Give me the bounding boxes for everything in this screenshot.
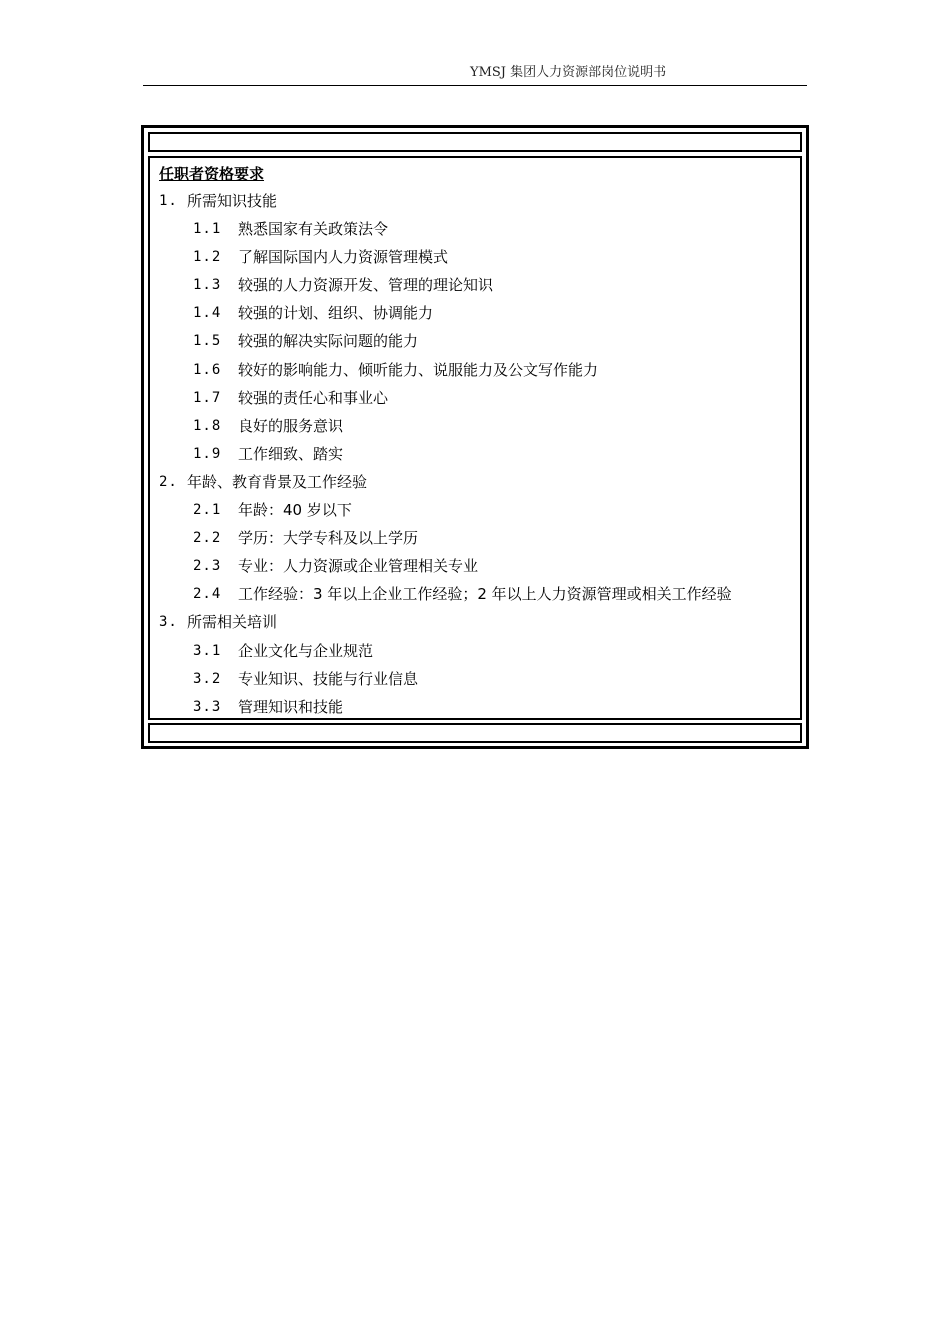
requirement-list bbox=[150, 191, 800, 725]
item-number: 2. bbox=[159, 473, 178, 490]
item-text: 熟悉国家有关政策法令 bbox=[238, 220, 389, 239]
requirement-item bbox=[150, 500, 800, 528]
item-text: 工作经验：3 年以上企业工作经验；2 年以上人力资源管理或相关工作经验 bbox=[238, 585, 732, 604]
requirement-item bbox=[150, 641, 800, 669]
item-text: 良好的服务意识 bbox=[238, 416, 344, 435]
requirement-item bbox=[150, 584, 800, 612]
item-text: 专业知识、技能与行业信息 bbox=[238, 669, 419, 688]
qualification-section bbox=[148, 156, 802, 720]
requirement-item bbox=[150, 219, 800, 247]
item-text: 所需相关培训 bbox=[187, 613, 278, 632]
requirement-item bbox=[150, 331, 800, 359]
table-top-band bbox=[148, 132, 802, 152]
requirement-item bbox=[150, 556, 800, 584]
item-number: 1.1 bbox=[193, 221, 222, 238]
item-number: 1.9 bbox=[193, 445, 222, 462]
requirement-heading bbox=[150, 612, 800, 640]
item-text: 所需知识技能 bbox=[187, 192, 278, 210]
item-number: 3. bbox=[159, 614, 178, 631]
item-number: 2.1 bbox=[193, 502, 222, 519]
requirement-item bbox=[150, 669, 800, 697]
item-text: 专业：人力资源或企业管理相关专业 bbox=[238, 557, 479, 576]
item-text: 年龄：40 岁以下 bbox=[238, 501, 352, 520]
table-bottom-band bbox=[148, 723, 802, 743]
requirement-item bbox=[150, 303, 800, 331]
item-number: 3.1 bbox=[193, 642, 222, 659]
item-number: 2.4 bbox=[193, 586, 222, 603]
item-number: 1.4 bbox=[193, 305, 222, 322]
item-number: 1.6 bbox=[193, 361, 222, 378]
item-number: 3.3 bbox=[193, 698, 222, 715]
item-text: 管理知识和技能 bbox=[238, 697, 344, 716]
item-text: 较强的计划、组织、协调能力 bbox=[238, 304, 434, 323]
item-number: 3.2 bbox=[193, 670, 222, 687]
item-number: 1.2 bbox=[193, 249, 222, 266]
qualification-table bbox=[141, 125, 809, 749]
item-text: 工作细致、踏实 bbox=[238, 444, 344, 463]
requirement-heading bbox=[150, 472, 800, 500]
item-number: 1.8 bbox=[193, 417, 222, 434]
item-text: 企业文化与企业规范 bbox=[238, 641, 374, 660]
item-text: 较强的人力资源开发、管理的理论知识 bbox=[238, 276, 494, 295]
item-text: 较强的解决实际问题的能力 bbox=[238, 332, 419, 351]
item-number: 2.2 bbox=[193, 530, 222, 547]
requirement-heading bbox=[150, 191, 800, 219]
requirement-item bbox=[150, 528, 800, 556]
item-text: 较强的责任心和事业心 bbox=[238, 388, 389, 407]
item-number: 1.5 bbox=[193, 333, 222, 350]
requirement-item bbox=[150, 697, 800, 725]
item-text: 较好的影响能力、倾听能力、说服能力及公文写作能力 bbox=[238, 360, 599, 379]
item-number: 1. bbox=[159, 193, 178, 209]
requirement-item bbox=[150, 388, 800, 416]
item-number: 1.3 bbox=[193, 277, 222, 294]
requirement-item bbox=[150, 247, 800, 275]
header-divider bbox=[143, 85, 807, 86]
document-header-title: YMSJ 集团人力资源部岗位说明书 bbox=[470, 65, 667, 80]
item-number: 2.3 bbox=[193, 558, 222, 575]
requirement-item bbox=[150, 416, 800, 444]
item-text: 年龄、教育背景及工作经验 bbox=[187, 472, 368, 491]
requirement-item bbox=[150, 275, 800, 303]
item-text: 学历：大学专科及以上学历 bbox=[238, 529, 419, 548]
item-number: 1.7 bbox=[193, 389, 222, 406]
item-text: 了解国际国内人力资源管理模式 bbox=[238, 248, 449, 267]
requirement-item bbox=[150, 360, 800, 388]
requirement-item bbox=[150, 444, 800, 472]
section-title: 任职者资格要求 bbox=[159, 165, 265, 183]
